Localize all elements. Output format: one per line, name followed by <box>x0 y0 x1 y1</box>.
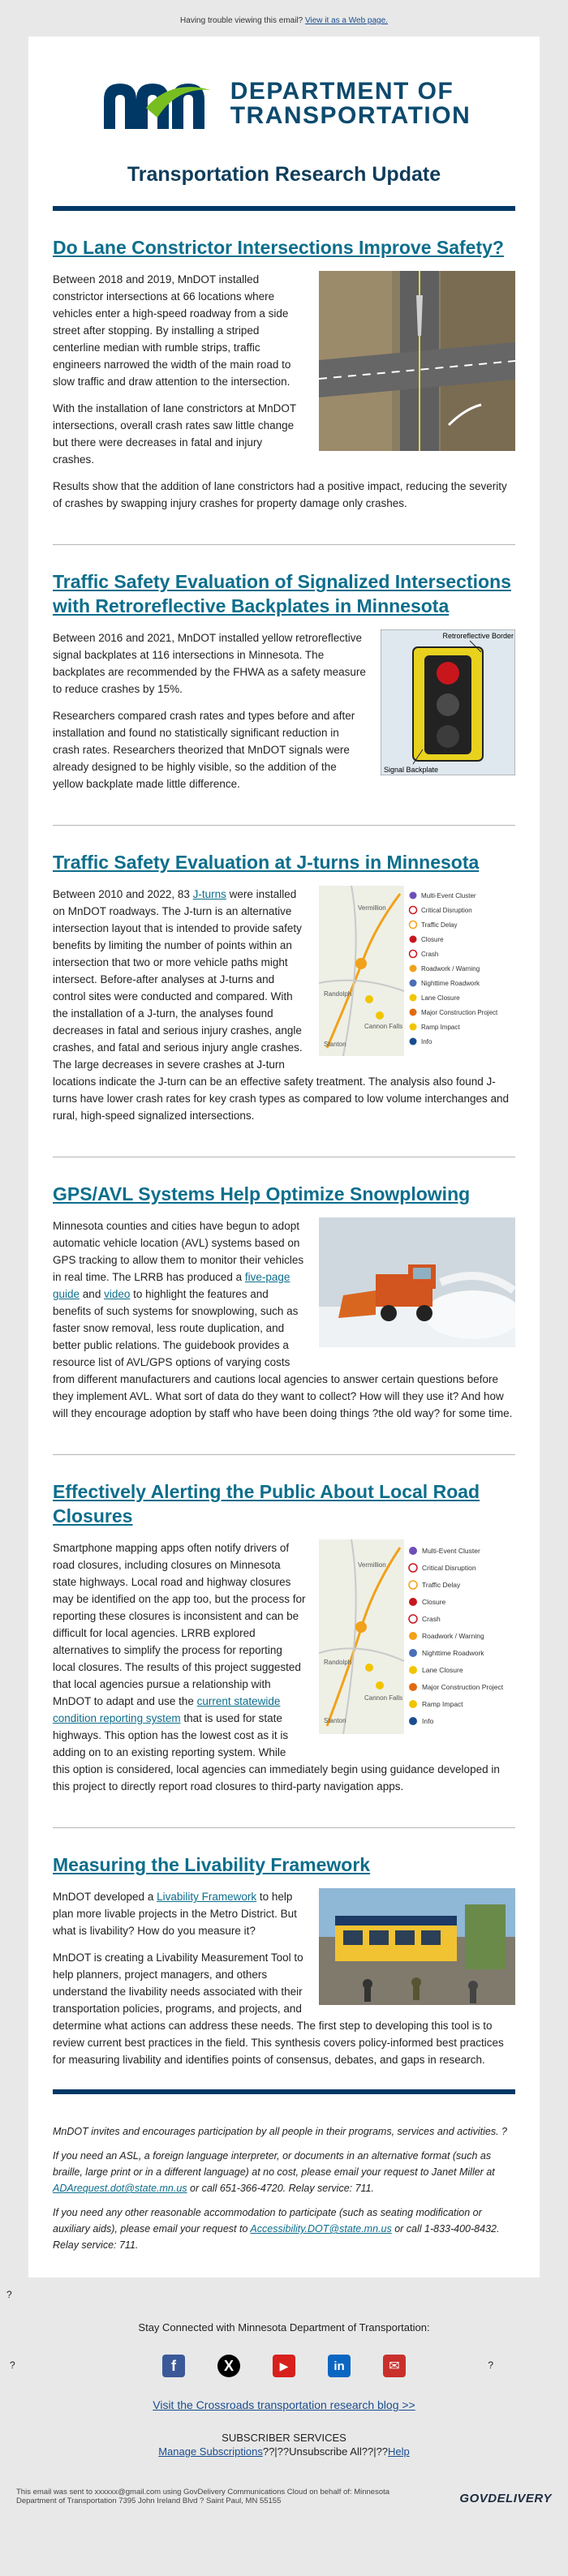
crossroads-blog-link[interactable]: Visit the Crossroads transportation research blog >> <box>153 2398 415 2411</box>
logo-line2: TRANSPORTATION <box>230 102 471 129</box>
guide-link[interactable]: five-page guide <box>53 1271 290 1300</box>
view-web-link[interactable]: View it as a Web page. <box>305 16 388 25</box>
jturns-link[interactable]: J-turns <box>192 888 226 900</box>
youtube-icon[interactable]: ▶ <box>273 2355 295 2377</box>
text-run: to help plan more livable projects in the Metro District. But what is livability? How do you measure it? <box>53 1891 297 1937</box>
article-title[interactable]: Traffic Safety Evaluation at J-turns in Minnesota <box>53 852 480 873</box>
article-title[interactable]: Effectively Alerting the Public About Local Road Closures <box>53 1481 480 1526</box>
notice-paragraph <box>53 2148 515 2196</box>
accessibility-email-link[interactable]: Accessibility.DOT@state.mn.us <box>250 2223 392 2235</box>
logo-wordmark <box>230 79 471 128</box>
article-title[interactable]: GPS/AVL Systems Help Optimize Snowplowing <box>53 1183 471 1204</box>
preheader-text: Having trouble viewing this email? <box>180 16 303 25</box>
intersection-aerial-photo <box>319 271 515 455</box>
email-icon[interactable]: ✉ <box>383 2355 406 2377</box>
map-city: Vermillion <box>358 904 386 912</box>
article-paragraph: Results show that the addition of lane constrictors had a positive impact, reducing the severity of crashes by swapping injury crashes for property damage only crashes. <box>53 480 507 509</box>
legend-item: Critical Disruption <box>422 1564 476 1572</box>
legend-item: Info <box>421 1038 432 1045</box>
signal-backplate-photo <box>381 629 515 779</box>
snowplow-photo <box>319 1217 515 1351</box>
mn-logo-mark <box>97 75 219 132</box>
mndot-logo <box>53 36 515 153</box>
text-run: Minnesota counties and cities have begun to adopt automatic vehicle location (AVL) systems based on GPS tracking to allow them to monitor their vehicles in real time. The LRRB has produced a <box>53 1220 304 1283</box>
legal-line: Department of Transportation 7395 John Ireland Blvd ? Saint Paul, MN 55155 <box>16 2497 282 2505</box>
article-title[interactable]: Measuring the Livability Framework <box>53 1854 371 1875</box>
legend-item: Info <box>422 1717 434 1725</box>
video-link[interactable]: video <box>104 1288 131 1300</box>
text-run: If you need an ASL, a foreign language interpreter, or documents in an alternative format (such as braille, large print or in a different language) at no cost, please email your request to Janet Miller at <box>53 2150 495 2178</box>
article-road-closures <box>53 1455 515 1805</box>
accessibility-notice <box>53 2094 515 2278</box>
subscriber-heading: SUBSCRIBER SERVICES <box>222 2432 346 2444</box>
legend-item: Nighttime Roadwork <box>421 980 480 987</box>
unsubscribe-text[interactable]: ??|??Unsubscribe All??|?? <box>262 2445 389 2458</box>
x-twitter-icon[interactable]: X <box>217 2355 240 2377</box>
article-paragraph: Researchers compared crash rates and types before and after installation and found no statistically significant reduction in crash rates. Researchers theorized that MnDOT signals were already designed to be highly visible, so the addition of the yellow backplate made little difference. <box>53 710 355 790</box>
legend-item: Crash <box>421 951 439 958</box>
article-title[interactable]: Do Lane Constrictor Intersections Improve Safety? <box>53 237 504 258</box>
help-link[interactable]: Help <box>388 2445 410 2458</box>
map-city: Cannon Falls <box>364 1023 403 1030</box>
map-city: Randolph <box>324 990 352 998</box>
facebook-icon[interactable]: f <box>162 2355 185 2377</box>
text-run: If you need any other reasonable accommodation to participate (such as seating modification or auxiliary aids), please email your request to <box>53 2207 482 2235</box>
map-legend-figure <box>319 1539 515 1738</box>
article-paragraph: Between 2018 and 2019, MnDOT installed constrictor intersections at 66 locations where vehicles enter a high-speed roadway from a side street after stopping. By installing a striped centerline median with rumble strips, traffic engineers narrowed the width of the main road to slow traffic and draw attention to the intersection. <box>53 273 291 388</box>
legal-footer <box>0 2458 568 2505</box>
stray-glyph: ? <box>488 2359 493 2371</box>
map-city: Cannon Falls <box>364 1694 403 1702</box>
stray-glyph: ? <box>10 2359 15 2371</box>
legend-item: Multi-Event Cluster <box>422 1547 480 1555</box>
text-run: to highlight the features and benefits of such systems for snowplowing, such as faster snow removal, less route duplication, and better public relations. The guidebook provides a resource list of AVL/GPS options of varying costs from different manufacturers and cautions local agencies to answer certain questions before they implement AVL. What sort of data do they want to collect? How will they use it? And how will they encourage adoption by staff who have been doing things ?the old way? for some time. <box>53 1288 513 1419</box>
map-legend-figure <box>319 886 515 1060</box>
legend-item: Traffic Delay <box>421 921 458 929</box>
text-run: were installed on MnDOT roadways. The J-turn is an alternative intersection layout that is intended to provide safety benefits by limiting the number of points within an intersection that two or more vehicle paths might intersect. Before-after analyses at J-turns and control sites were conducted and compared. With the installation of a J-turn, the analyses found decreases in fatal and serious injury crashes, angle crashes, and fatal and serious injury angle crashes. The large decreases in severe crashes at J-turn locations indicate the J-turn can be an effective safety treatment. The analysis also found J-turns have lower crash rates for key crash types as compared to low volume interchanges and rural, high-speed signalized intersections. <box>53 888 510 1122</box>
logo-line1: DEPARTMENT OF <box>230 78 454 105</box>
article-jturns <box>53 826 515 1134</box>
map-city: Stanton <box>324 1717 346 1724</box>
legend-item: Major Construction Project <box>422 1683 504 1691</box>
preheader <box>0 0 568 36</box>
article-backplates <box>53 545 515 802</box>
backplate-label: Signal Backplate <box>384 766 439 774</box>
text-run: and <box>80 1288 105 1300</box>
legend-item: Roadwork / Warning <box>421 965 480 972</box>
text-run: or call 651-366-4720. Relay service: 711. <box>187 2183 374 2194</box>
notice-paragraph: MnDOT invites and encourages participation by all people in their programs, services and activities. ? <box>53 2126 507 2137</box>
blog-link-row <box>0 2398 568 2411</box>
text-run: Smartphone mapping apps often notify drivers of road closures, including closures on Minnesota state highways. Local road and highway closures may be identified on the app too, but the process for reporting these closures is inconsistent and can be difficult for local agencies. LRRB explored alternatives to simplify the process for reporting local closures. The results of this project suggested that local agencies pursue a relationship with MnDOT to adapt and use the <box>53 1542 306 1707</box>
livability-framework-link[interactable]: Livability Framework <box>157 1891 257 1903</box>
legend-item: Closure <box>422 1598 446 1606</box>
email-card <box>28 36 540 2278</box>
text-run: or call 1-833-400-8432. Relay service: 711. <box>53 2223 500 2251</box>
article-title[interactable]: Traffic Safety Evaluation of Signalized Intersections with Retroreflective Backplates in Minnesota <box>53 571 511 616</box>
legal-line: This email was sent to xxxxxx@gmail.com using GovDelivery Communications Cloud on behalf of: Minnesota <box>16 2488 390 2497</box>
legend-item: Ramp Impact <box>421 1024 460 1031</box>
condition-reporting-link[interactable]: current statewide condition reporting system <box>53 1695 281 1724</box>
legend-item: Ramp Impact <box>422 1700 463 1708</box>
govdelivery-logo[interactable]: GOVDELIVERY <box>459 2492 552 2505</box>
map-city: Vermillion <box>358 1561 386 1569</box>
article-lane-constrictor <box>53 211 515 522</box>
connect-text: Stay Connected with Minnesota Department of Transportation: <box>138 2321 430 2333</box>
legend-item: Lane Closure <box>422 1666 463 1674</box>
article-snowplow <box>53 1157 515 1432</box>
legend-item: Multi-Event Cluster <box>421 892 476 899</box>
legend-item: Critical Disruption <box>421 907 472 914</box>
social-links <box>0 2355 568 2377</box>
article-livability <box>53 1828 515 2078</box>
stray-glyph: ? <box>6 2289 12 2300</box>
legend-item: Nighttime Roadwork <box>422 1649 484 1657</box>
retroreflective-label: Retroreflective Border <box>442 632 514 640</box>
light-rail-photo <box>319 1888 515 2009</box>
newsletter-title: Transportation Research Update <box>127 163 441 186</box>
subscriber-services <box>0 2431 568 2458</box>
notice-paragraph <box>53 2205 515 2253</box>
legend-item: Major Construction Project <box>421 1009 498 1016</box>
article-paragraph: Between 2016 and 2021, MnDOT installed yellow retroreflective signal backplates at 116 intersections in Minnesota. The backplates are recommended by the FHWA as a safety measure to reduce crashes by 15%. <box>53 632 366 695</box>
legend-item: Crash <box>422 1615 441 1623</box>
map-city: Stanton <box>324 1041 346 1048</box>
legend-item: Traffic Delay <box>422 1581 461 1589</box>
article-paragraph: With the installation of lane constrictors at MnDOT intersections, overall crash rates saw little change but there were decreases in fatal and injury crashes. <box>53 402 296 466</box>
article-paragraph: MnDOT is creating a Livability Measurement Tool to help planners, project managers, and others understand the livability needs associated with their transportation policies, programs, and projects, and determine what actions can address these needs. The first step to developing this tool is to review current best practices in the field. This synthesis covers policy-informed best practices for measuring livability and identifies points of consensus, debates, and gaps in research. <box>53 1951 504 2066</box>
legend-item: Lane Closure <box>421 994 460 1002</box>
text-run: MnDOT developed a <box>53 1891 157 1903</box>
linkedin-icon[interactable]: in <box>328 2355 351 2377</box>
legend-item: Roadwork / Warning <box>422 1632 484 1640</box>
ada-email-link[interactable]: ADArequest.dot@state.mn.us <box>53 2183 187 2194</box>
text-run: Between 2010 and 2022, 83 <box>53 888 193 900</box>
text-run: that is used for state highways. This option has the lowest cost as it is adding on to an existing reporting system. While this option is considered, local agencies can immediately begin using guidance developed in this project to directly report road closures to third-party navigation apps. <box>53 1712 500 1792</box>
map-city: Randolph <box>324 1659 352 1666</box>
manage-subscriptions-link[interactable]: Manage Subscriptions <box>158 2445 263 2458</box>
legend-item: Closure <box>421 936 444 943</box>
